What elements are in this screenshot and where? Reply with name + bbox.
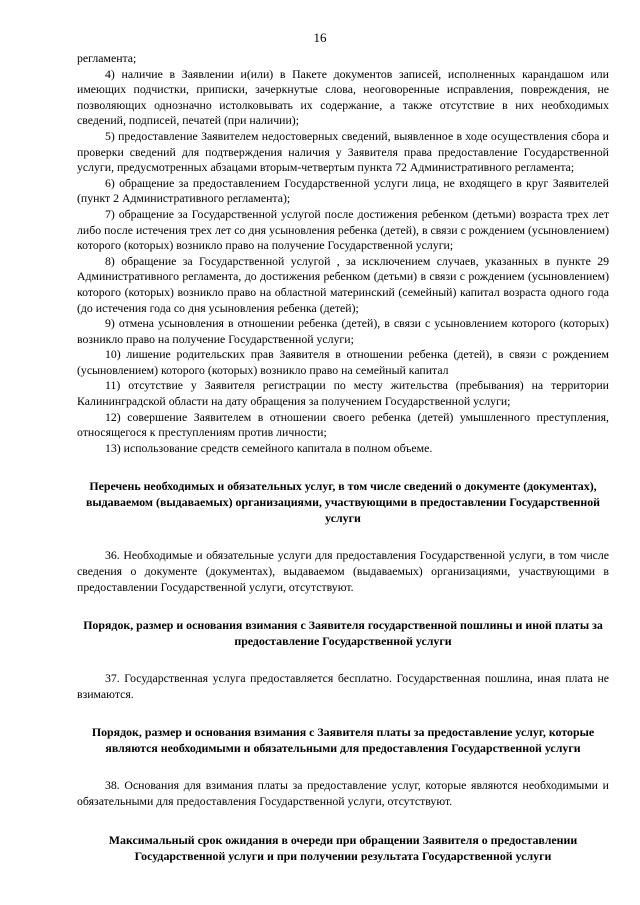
paragraph: 11) отсутствие у Заявителя регистрации по месту жительства (пребывания) на территории Калининградской области на дату обращения за получением Государственной услуги; <box>77 378 609 409</box>
section-spacer <box>77 756 609 778</box>
paragraph: 37. Государственная услуга предоставляется бесплатно. Государственная пошлина, иная плата не взимаются. <box>77 671 609 701</box>
section-spacer <box>77 526 609 548</box>
section-heading: Перечень необходимых и обязательных услуг, в том числе сведений о документе (документах), выдаваемом (выдаваемых) организациями, участвующими в предоставлении Государственной услуги <box>85 479 601 526</box>
paragraph: 7) обращение за Государственной услугой после достижения ребенком (детьми) возраста трех лет либо после истечения трех лет со дня усыновления ребенка (детей), в связи с рождением (усыновлением) которого (которых) возникло право на получение Государственной услуги; <box>77 206 609 253</box>
section-spacer <box>77 810 609 832</box>
section-spacer <box>77 702 609 724</box>
paragraph: 13) использование средств семейного капитала в полном объеме. <box>105 440 433 455</box>
section-spacer <box>77 595 609 617</box>
paragraph: регламента; <box>77 51 137 65</box>
paragraph: 10) лишение родительских прав Заявителя в отношении ребенка (детей), в связи с рождением (усыновлением) которого (которых) возникло право на семейный капитал <box>77 347 609 377</box>
paragraph: 5) предоставление Заявителем недостоверных сведений, выявленное в ходе осуществления сбора и проверки сведений для подтверждения наличия у Заявителя права предоставление Государственной услуги, предусмотренных абзацами вторым-четвертым пункта 72 Административного регламента; <box>77 128 609 175</box>
section-heading: Порядок, размер и основания взимания с Заявителя платы за предоставление услуг, которые являются необходимыми и обязательными для предоставления Государственной услуги <box>91 725 595 756</box>
document-body <box>77 51 609 864</box>
section-heading: Порядок, размер и основания взимания с Заявителя государственной пошлины и иной платы за предоставление Государственной услуги <box>83 618 603 649</box>
page-number: 16 <box>313 30 327 45</box>
paragraph: 4) наличие в Заявлении и(или) в Пакете документов записей, исполненных карандашом или имеющих подчистки, приписки, зачеркнутые слова, неоговоренные исправления, повреждения, не позволяющих однозначно истолковывать их содержание, а также отсутствие в них необходимых сведений, подписей, печатей (при наличии); <box>77 66 609 128</box>
paragraph: 12) совершение Заявителем в отношении своего ребенка (детей) умышленного преступления, относящегося к преступлениям против личности; <box>77 409 609 440</box>
paragraph: 9) отмена усыновления в отношении ребенка (детей), в связи с усыновлением которого (которых) возникло право на получение Государственной услуги; <box>77 316 609 346</box>
paragraph: 36. Необходимые и обязательные услуги для предоставления Государственной услуги, в том числе сведения о документе (документах), выдаваемом (выдаваемых) организациями, участвующими в предоставлении Государственной услуги, отсутствуют. <box>77 548 609 594</box>
section-spacer <box>77 649 609 671</box>
paragraph: 6) обращение за предоставлением Государственной услуги лица, не входящего в круг Заявителей (пункт 2 Административного регламента); <box>77 175 609 206</box>
section-spacer <box>77 456 609 478</box>
section-heading: Максимальный срок ожидания в очереди при обращении Заявителя о предоставлении Государственной услуги и при получении результата Государственной услуги <box>108 832 578 863</box>
paragraph: 8) обращение за Государственной услугой , за исключением случаев, указанных в пункте 29 Административного регламента, до достижения ребенком (детьми) в связи с рождением (усыновлением) которого (которых) возникло право на областной материнский (семейный) капитал возраста одного года (до истечения года со дня усыновления ребенка (детей); <box>77 253 609 315</box>
paragraph: 38. Основания для взимания платы за предоставление услуг, которые являются необходимыми и обязательными для предоставления Государственной услуги, отсутствуют. <box>77 778 609 808</box>
